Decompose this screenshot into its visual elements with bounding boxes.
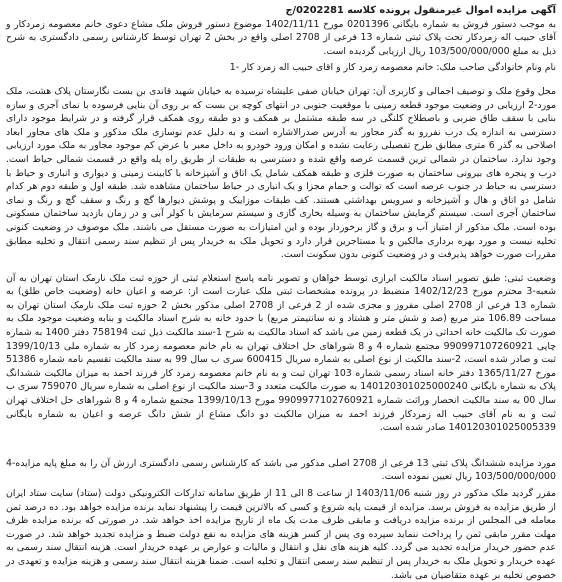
notice-intro: به موجب دستور فروش به شماره بایگانی 0201396 مورخ 1402/11/11 موضوع دستور فروش ملک مشاع دعوی خانم معصومه زمردکار و آقای حبیب اله زمردکار تحت پلاک ثبتی شماره 13 فرعی از 2708 اصلی واقع در بخش 2 تهران توسط کارشناس رسمی دادگستری به شرح ذیل به مبلغ 103/500/000/000 ریال ارزیابی گردیده است. — [6, 18, 556, 57]
property-description-section: محل وقوع ملک و توصیف اجمالی و کاربری آن: تهران خیابان صفی علیشاه نرسیده به خیابان شهید قاندی بن بست نگارستان پلاک هشت، ملک مورد-2 ارزیابی در وضعیت موجود قطعه زمینی با موقعیت جنوبی در انتهای کوچه بن بست که بر روی آن بنایی فرسوده با نمای آجری و سازه بنایی با سقف طاق ضربی و باصطلاح کلنگی در سه طبقه مشتمل بر همکف و دو طبقه روی همکف قرار گرفته و در شرایط موجود دارای دسترسی به اندازه یک درب نفررو به گذر مجاور به آدرس صدرالاشاره است و به دلیل عدم نوسازی ملک مذکور و ملک های مجاور ابعاد اصلاحی به گذر 6 متری مطابق طرح تفصیلی رعایت نشده و امکان ورود خودرو به داخل معبر با عرض کم موجود مجاور به ملک مورد ارزیابی وجود ندارد. ساختمان در شمالی ترین قسمت عرصه واقع شده و دسترسی به طبقات از طریق راه پله واقع در قسمت شمالی حیاط است. درب و پنجره های بیرونی ساختمان به صورت فلزی و طبقه همکف شامل یک اتاق و آشپزخانه با کابینت زمینی و دیواری و انباری و حیاط با دسترسی به حیاط در جنوب عرصه است که توالت و حمام مجزا و یک انباری در حیاط ساختمان مشاهده شد. طبقه اول و طبقه دوم هر کدام شامل دو اتاق و هال و آشپزخانه و سرویس بهداشتی هستند. کف طبقات موزاییک و پوشش دیوارها گچ و رنگ و سقف گچ و رنگ و نمای ساختمان آجری است. سیستم گرمایش ساختمان به وسیله بخاری گازی و سیستم سرمایش با کولر آبی و در زمان بازدید ساختمان مسکونی بوده است. ملک مذکور از امتیاز آب و برق و گاز برخوردار بوده و این امتیازات به صورت مستقل می باشند. ملک موصوف در وضعیت کنونی تخلیه نیست و مورد بهره برداری مالکین و یا مستاجرین قرار دارد و تحویل ملک به خریدار پس از تنظیم سند رسمی انتقال و تخلیه مطابق مقررات صورت خواهد پذیرفت و در وضعیت کنونی بدون سکونت است. — [6, 85, 556, 261]
spacer — [6, 75, 556, 85]
auction-terms-section: مقرر گردید ملک مذکور در روز شنبه 1403/11/06 از ساعت 8 الی 11 از طریق سامانه تدارکات الکترونیکی دولت (ستاد) سایت ستاد ایران از طریق مزایده به فروش برسد. مزایده از قیمت پایه شروع و کسی که بالاترین قیمت را پیشنهاد نماید برنده مزایده خواهد بود. ده درصد ثمن معامله فی المجلس از برنده مزایده دریافت و مابقی ظرف مدت یک ماه از تاریخ مزایده اخذ خواهد شد. در صورتی که برنده مزایده ظرف مهلت مقرر مابقی ثمن را پرداخت ننماید سپرده وی پس از کسر هزینه های مزایده به نفع دولت ضبط و مزایده تجدید خواهد شد. در صورت عدم حضور خریدار مزایده تجدید می گردد. کلیه هزینه های نقل و انتقال و مالیات و عوارض بر عهده خریدار است. هزینه انتقال سند رسمی به عهده خریدار و تحویل ملک به خریدار پس از تنظیم سند رسمی انتقال و تخلیه است. ضمنا هزینه انتقال سند رسمی و هزینه مزایده و تعهدی در خصوص تخلیه بر عهده متقاضیان می باشد. — [6, 488, 556, 581]
registration-status-section: وضعیت ثبتی: طبق تصویر اسناد مالکیت ابرازی توسط خواهان و تصویر نامه پاسخ استعلام ثبتی از حوزه ثبت ملک نارمک استان تهران به آن شعبه-3 محترم مورخ 1402/12/23 منضبط در پرونده مشخصات ثبتی ملک عبارت است از: عرصه و اعیان خانه (وضعیت خاص طلق) به شماره 13 فرعی از 2708 اصلی مفروز و مجزی شده از 2 فرعی از 2708 اصلی مذکور بخش 2 حوزه ثبت ملک نارمک استان تهران به مساحت 106.89 متر مربع (صد و شش متر و هشتاد و نه سانتیمتر مربع) با حدود خانه به شرح اسناد مالکیت و بنابه وضعیت موجود ملک به صورت تک مالکیت خانه احداثی در یک قطعه زمین می باشد که اسناد مالکیت به شرح 1-سند مالکیت ذیل ثبت 758194 دفتر 1400 به شماره چاپی 990997107260921 مجتمع شماره 4 و 8 شوراهای حل اختلاف تهران به نام خانم معصومه زمرد کار به شماره ملی 1399/10/13 ثبت و صادر شده است، 2-سند مالکیت از نوع اصلی به شماره سریال 600415 سری ب سال 99 به سند مالکیت تقسیم نامه شماره 51386 مورخ 1365/11/27 دفتر خانه اسناد رسمی شماره 103 تهران ثبت و به نام خانم معصومه زمرد کار فرزند احمد به میزان مالکیت ششدانگ پلاک به شماره بایگانی 140120301025000240 به صورت مالکیت متعدد و 3-سند مالکیت از نوع اصلی به شماره سریال 759070 سری ب سال 00 به سند مالکیت انحصار وراثت شماره 9909977102760921 مورخ 1399/10/13 مجتمع شماره 4 و 8 شوراهای حل اختلاف تهران ثبت و به نام آقای حبیب اله زمردکار فرزند احمد به میزان مالکیت دو دانگ مشاع از شش دانگ عرصه و اعیان به شماره بایگانی 140120301025005339 صادر شده است. — [6, 272, 557, 434]
spacer — [6, 262, 556, 272]
owners-section: نام ونام خانوادگی صاحب ملک: خانم معصومه زمرد کار و اقای حبیب اله زمرد کار -1 — [229, 62, 556, 74]
notice-title: آگهی مزایده اموال غیرمنقول پرونده کلاسه 0202281/ج — [285, 5, 556, 16]
auction-subject-section: مورد مزایده ششدانگ پلاک ثبتی 13 فرعی از 2708 اصلی مذکور می باشد که کارشناس رسمی دادگستری ارزش آن را به مبلغ پایه مزایده-4 103/500/000/000 ریال تعیین نموده است. — [6, 457, 557, 483]
spacer — [6, 435, 556, 457]
